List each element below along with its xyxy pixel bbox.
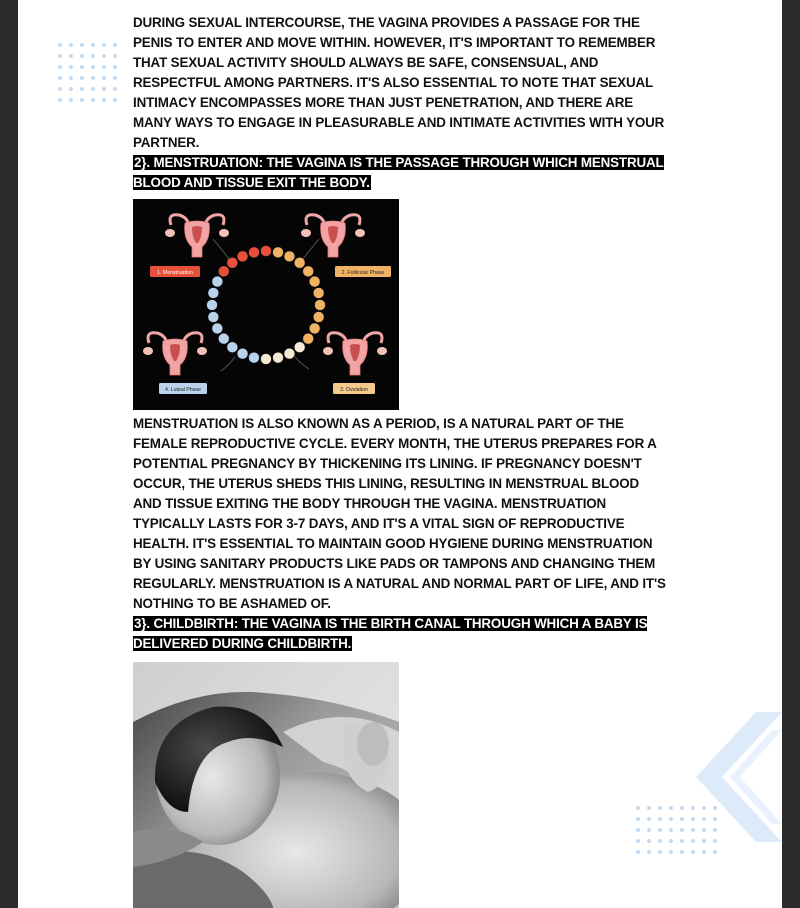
cycle-day-bead <box>212 323 223 334</box>
decorative-dot <box>58 87 62 91</box>
decorative-dot <box>102 76 106 80</box>
cycle-day-bead <box>218 266 229 277</box>
cycle-day-bead <box>313 312 324 323</box>
cycle-day-bead <box>309 276 320 287</box>
decorative-dot <box>91 98 95 102</box>
decorative-dot <box>58 98 62 102</box>
decorative-dot <box>91 54 95 58</box>
decorative-dot <box>680 817 684 821</box>
decorative-dot <box>691 850 695 854</box>
cycle-day-bead <box>309 323 320 334</box>
decorative-dot <box>669 839 673 843</box>
phase-label-luteal: 4. Luteal Phase <box>164 387 202 393</box>
cycle-day-bead <box>273 247 284 258</box>
cycle-day-bead <box>212 276 223 287</box>
phase-label-ovulation: 3. Ovulation <box>340 387 368 393</box>
childbirth-heading <box>133 614 668 654</box>
newborn-photo <box>133 662 399 908</box>
cycle-day-bead <box>208 288 219 299</box>
decorative-dot <box>680 850 684 854</box>
cycle-day-bead <box>237 251 248 262</box>
decorative-dot <box>91 43 95 47</box>
decorative-dot <box>102 87 106 91</box>
decorative-dot <box>102 54 106 58</box>
decorative-dot <box>680 806 684 810</box>
decorative-dot <box>113 65 117 69</box>
decorative-dot <box>669 817 673 821</box>
article-content <box>133 13 668 908</box>
cycle-day-bead <box>227 342 238 353</box>
decorative-dot <box>91 65 95 69</box>
phase-label-follicular: 2. Follicular Phase <box>341 270 385 276</box>
decorative-dot <box>69 43 73 47</box>
decorative-dot <box>713 850 717 854</box>
decorative-chevrons-icon <box>688 712 782 842</box>
decorative-dot <box>69 54 73 58</box>
decorative-dot <box>69 87 73 91</box>
decorative-dot <box>113 54 117 58</box>
decorative-dot <box>113 76 117 80</box>
decorative-dot <box>69 98 73 102</box>
cycle-day-bead <box>207 300 218 311</box>
intercourse-paragraph: DURING SEXUAL INTERCOURSE, THE VAGINA PROVIDES A PASSAGE FOR THE PENIS TO ENTER AND MOVE WITHIN. HOWEVER, IT'S IMPORTANT TO REMEMBER THAT SEXUAL ACTIVITY SHOULD ALWAYS BE SAFE, CONSENSUAL, AND RESPECTFUL AMONG PARTNERS. IT'S ALSO ESSENTIAL TO NOTE THAT SEXUAL INTIMACY ENCOMPASSES MORE THAN JUST PENETRATION, AND THERE ARE MANY WAYS TO ENGAGE IN PLEASURABLE AND INTIMATE ACTIVITIES WITH YOUR PARTNER. <box>133 15 665 150</box>
decorative-dot <box>102 43 106 47</box>
decorative-dot <box>669 806 673 810</box>
childbirth-heading-highlight: 3}. CHILDBIRTH: THE VAGINA IS THE BIRTH CANAL THROUGH WHICH A BABY IS DELIVERED DURING CHILDBIRTH. <box>133 616 648 651</box>
decorative-dot <box>80 65 84 69</box>
cycle-day-bead <box>218 333 229 344</box>
menstruation-heading-highlight: 2}. MENSTRUATION: THE VAGINA IS THE PASSAGE THROUGH WHICH MENSTRUAL BLOOD AND TISSUE EXIT THE BODY. <box>133 155 664 190</box>
decorative-dot <box>102 98 106 102</box>
decorative-dot <box>680 828 684 832</box>
cycle-day-bead <box>313 288 324 299</box>
menstruation-heading <box>133 153 668 193</box>
decorative-dot <box>58 76 62 80</box>
decorative-dot <box>58 43 62 47</box>
decorative-dot <box>80 98 84 102</box>
decorative-dot <box>113 43 117 47</box>
phase-label-menstruation: 1. Menstruation <box>157 270 193 276</box>
cycle-day-bead <box>249 352 260 363</box>
decorative-dot <box>80 54 84 58</box>
decorative-dot <box>669 828 673 832</box>
cycle-day-bead <box>208 312 219 323</box>
decorative-dot <box>680 839 684 843</box>
decorative-dot <box>102 65 106 69</box>
decorative-dot <box>58 54 62 58</box>
decorative-dot <box>113 87 117 91</box>
cycle-day-bead <box>261 354 272 365</box>
cycle-day-bead <box>237 348 248 359</box>
decorative-dot <box>80 76 84 80</box>
cycle-day-bead <box>284 348 295 359</box>
decorative-dot <box>91 76 95 80</box>
decorative-dot <box>113 98 117 102</box>
decorative-dot-grid-top <box>58 43 117 102</box>
decorative-dot <box>69 76 73 80</box>
cycle-day-bead <box>303 266 314 277</box>
menstrual-cycle-diagram <box>133 199 399 410</box>
document-page <box>18 0 782 908</box>
cycle-day-bead <box>294 342 305 353</box>
decorative-dot <box>69 65 73 69</box>
decorative-dot <box>80 43 84 47</box>
cycle-day-bead <box>273 352 284 363</box>
cycle-day-bead <box>249 247 260 258</box>
cycle-day-bead <box>303 333 314 344</box>
cycle-day-bead <box>284 251 295 262</box>
menstruation-paragraph: MENSTRUATION IS ALSO KNOWN AS A PERIOD, IS A NATURAL PART OF THE FEMALE REPRODUCTIVE CYCLE. EVERY MONTH, THE UTERUS PREPARES FOR A POTENTIAL PREGNANCY BY THICKENING ITS LINING. IF PREGNANCY DOESN'T OCCUR, THE UTERUS SHEDS THIS LINING, RESULTING IN MENSTRUAL BLOOD AND TISSUE EXITING THE BODY THROUGH THE VAGINA. MENSTRUATION TYPICALLY LASTS FOR 3-7 DAYS, AND IT'S A VITAL SIGN OF REPRODUCTIVE HEALTH. IT'S ESSENTIAL TO MAINTAIN GOOD HYGIENE DURING MENSTRUATION BY USING SANITARY PRODUCTS LIKE PADS OR TAMPONS AND CHANGING THEM REGULARLY. MENSTRUATION IS A NATURAL AND NORMAL PART OF LIFE, AND IT'S NOTHING TO BE ASHAMED OF. <box>133 416 666 611</box>
decorative-dot <box>91 87 95 91</box>
cycle-day-bead <box>261 246 272 257</box>
decorative-dot <box>702 850 706 854</box>
decorative-dot <box>80 87 84 91</box>
decorative-dot <box>669 850 673 854</box>
decorative-dot <box>58 65 62 69</box>
cycle-day-bead <box>315 300 326 311</box>
